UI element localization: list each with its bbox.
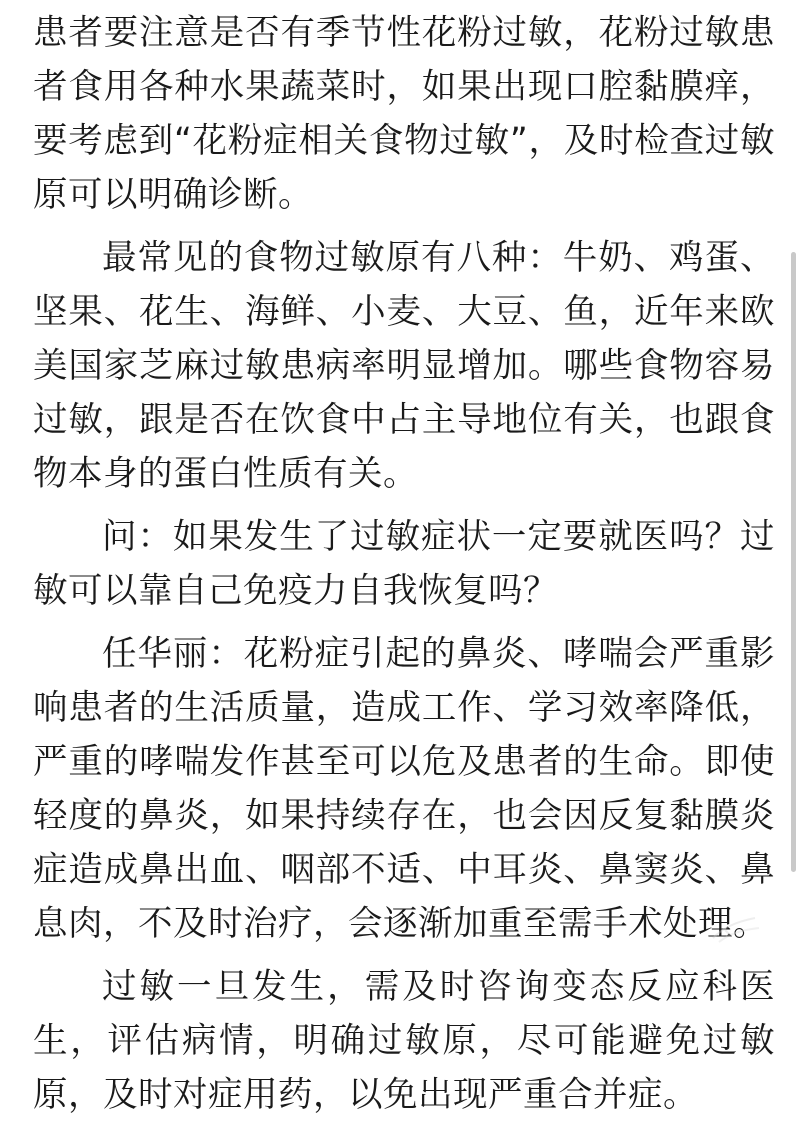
article-paragraph-5: 过敏一旦发生，需及时咨询变态反应科医生，评估病情，明确过敏原，尽可能避免过敏原，及时对症用药，以免出现严重合并症。 — [33, 967, 775, 1115]
article-paragraph-3: 问：如果发生了过敏症状一定要就医吗？过敏可以靠自己免疫力自我恢复吗？ — [33, 517, 775, 611]
article-paragraph-2: 最常见的食物过敏原有八种：牛奶、鸡蛋、坚果、花生、海鲜、小麦、大豆、鱼，近年来欧美国家芝麻过敏患病率明显增加。哪些食物容易过敏，跟是否在饮食中占主导地位有关，也跟食物本身的蛋白性质有关。 — [33, 238, 775, 494]
article-paragraph-1: 患者要注意是否有季节性花粉过敏，花粉过敏患者食用各种水果蔬菜时，如果出现口腔黏膜痒，要考虑到“花粉症相关食物过敏”，及时检查过敏原可以明确诊断。 — [33, 13, 775, 215]
article-body — [33, 0, 775, 1122]
article-paragraph-4: 任华丽：花粉症引起的鼻炎、哮喘会严重影响患者的生活质量，造成工作、学习效率降低，严重的哮喘发作甚至可以危及患者的生命。即使轻度的鼻炎，如果持续存在，也会因反复黏膜炎症造成鼻出血、咽部不适、中耳炎、鼻窦炎、鼻息肉，不及时治疗，会逐渐加重至需手术处理。 — [33, 634, 775, 944]
scrollbar-thumb[interactable] — [791, 252, 796, 872]
watermark-icon — [705, 908, 765, 948]
